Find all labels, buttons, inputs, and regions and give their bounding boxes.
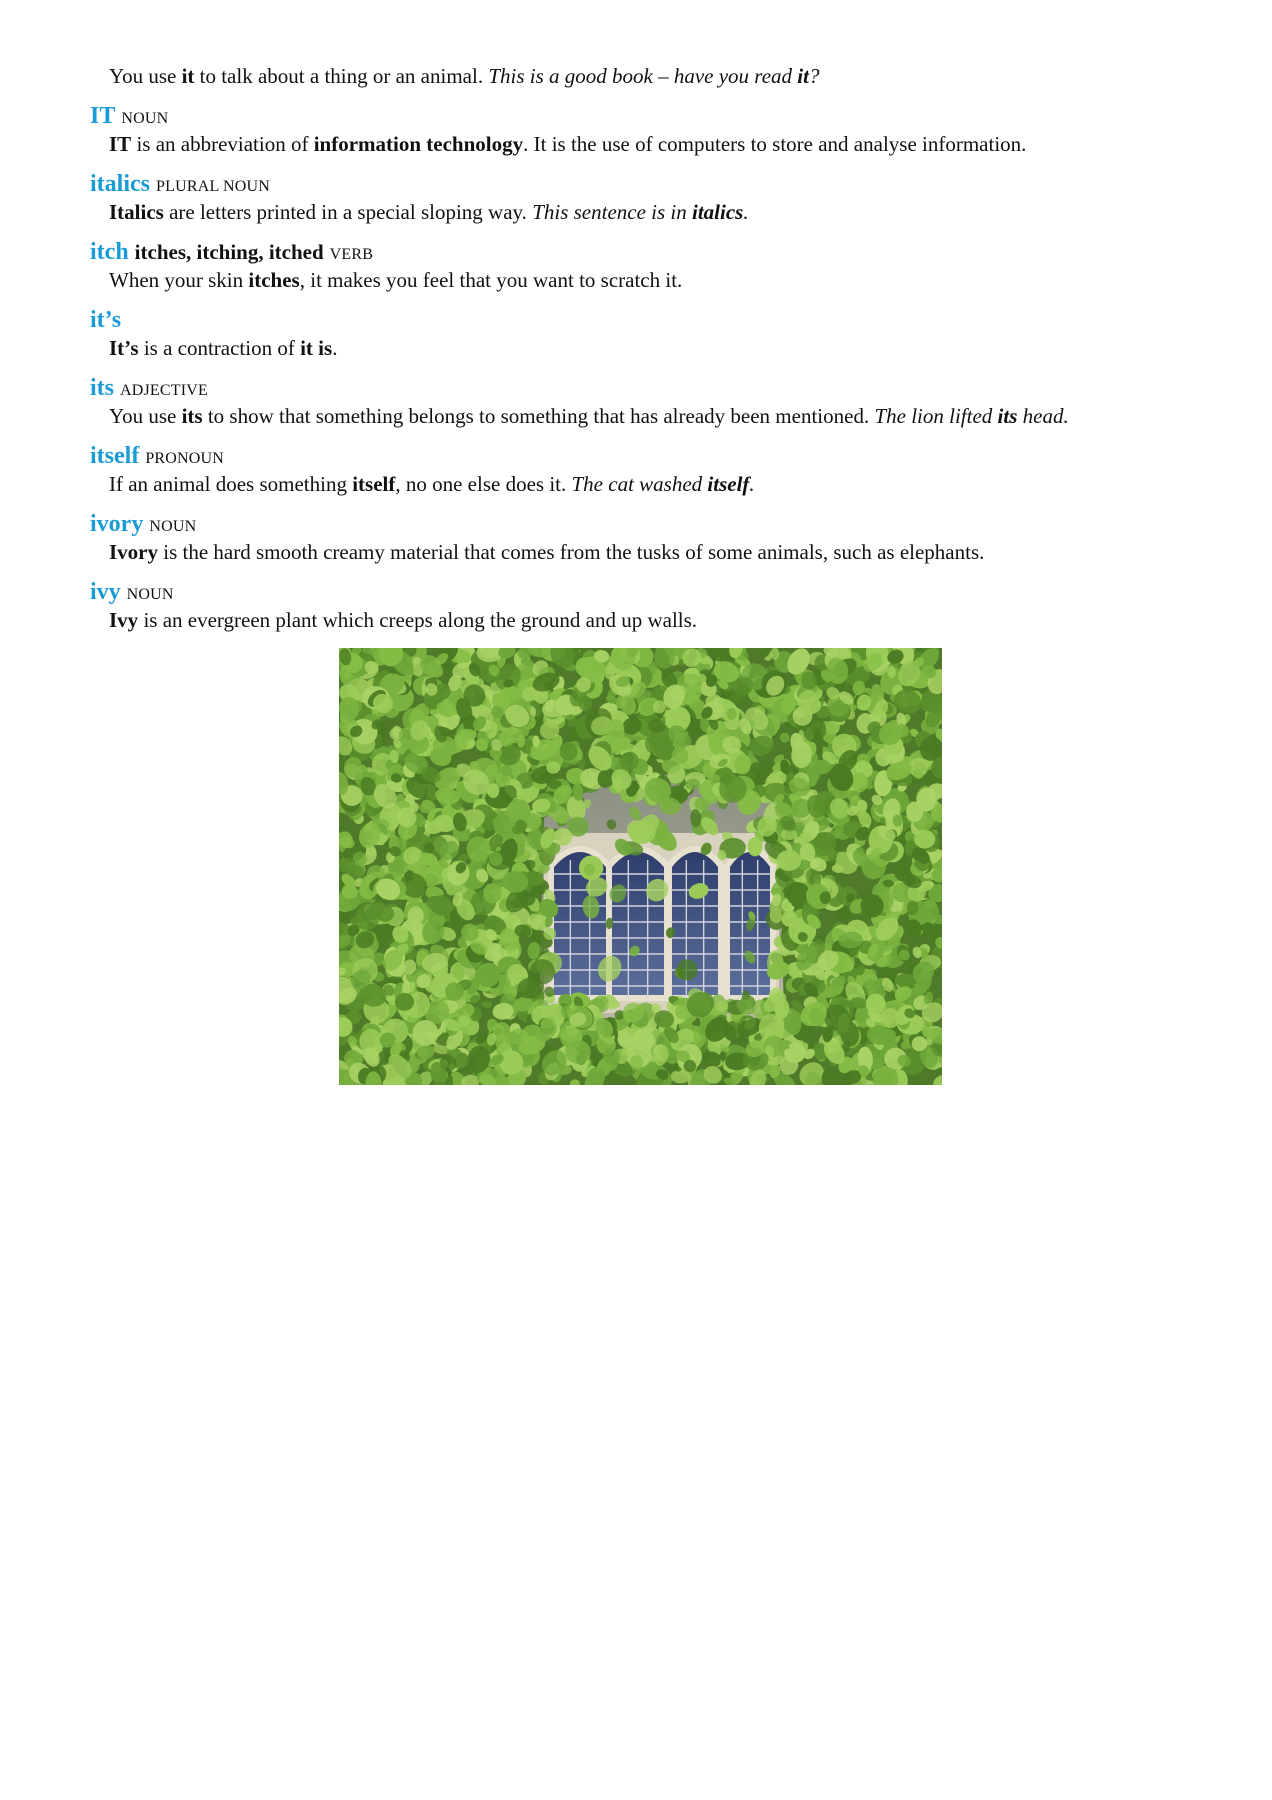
- definition: [90, 266, 1200, 294]
- example-bold: its: [997, 404, 1018, 428]
- def-text: .: [332, 336, 338, 360]
- intro-definition: [90, 62, 1200, 90]
- ivy-window-photo: [339, 648, 942, 1085]
- part-of-speech: VERB: [329, 246, 374, 263]
- def-bold: Italics: [109, 200, 164, 224]
- dictionary-page: [90, 62, 1200, 646]
- def-text: to talk about a thing or an animal.: [194, 64, 489, 88]
- example-bold: italics: [692, 200, 744, 224]
- example-bold: itself: [707, 472, 750, 496]
- part-of-speech: NOUN: [149, 518, 197, 535]
- example-text: This is a good book – have you read: [488, 64, 798, 88]
- entry-italics: [90, 170, 1200, 226]
- headword: it’s: [90, 307, 122, 333]
- def-text: is a contraction of: [138, 336, 301, 360]
- part-of-speech: NOUN: [126, 586, 174, 603]
- def-text: If an animal does something: [109, 472, 353, 496]
- headword: ivory: [90, 511, 144, 537]
- def-bold: It’s: [109, 336, 139, 360]
- headword: italics: [90, 171, 150, 197]
- def-text: . It is the use of computers to store and analyse information.: [523, 132, 1027, 156]
- def-text: You use: [109, 404, 182, 428]
- entry-ivory: [90, 510, 1200, 566]
- entry-its: [90, 374, 1200, 430]
- def-text: is an abbreviation of: [131, 132, 314, 156]
- def-bold: information technology: [313, 132, 524, 156]
- ivy-window-illustration: [339, 648, 942, 1085]
- def-bold: it: [181, 64, 195, 88]
- def-bold: it is: [300, 336, 333, 360]
- headword: itch: [90, 239, 129, 265]
- def-text: When your skin: [109, 268, 249, 292]
- example-text: This sentence is in: [532, 200, 693, 224]
- example-text: The cat washed: [571, 472, 708, 496]
- example-text: head.: [1017, 404, 1069, 428]
- definition: [90, 334, 1200, 362]
- def-bold: IT: [109, 132, 132, 156]
- example-text: .: [749, 472, 755, 496]
- part-of-speech: PRONOUN: [145, 450, 225, 467]
- example-text: ?: [808, 64, 820, 88]
- def-text: is the hard smooth creamy material that comes from the tusks of some animals, such as elephants.: [158, 540, 985, 564]
- entry-ivy: [90, 578, 1200, 634]
- inflected-forms: itches, itching, itched: [134, 240, 324, 264]
- part-of-speech: NOUN: [121, 110, 169, 127]
- definition: [90, 130, 1200, 158]
- def-bold: itself: [352, 472, 396, 496]
- def-text: are letters printed in a special sloping way.: [163, 200, 533, 224]
- def-bold: Ivy: [109, 608, 139, 632]
- def-text: to show that something belongs to something that has already been mentioned.: [202, 404, 875, 428]
- part-of-speech: ADJECTIVE: [120, 382, 209, 399]
- def-text: , it makes you feel that you want to scratch it.: [299, 268, 683, 292]
- def-bold: Ivory: [109, 540, 158, 564]
- headword: its: [90, 375, 114, 401]
- def-text: You use: [109, 64, 182, 88]
- headword: itself: [90, 443, 140, 469]
- def-bold: its: [181, 404, 203, 428]
- example-text: .: [743, 200, 749, 224]
- headword: IT: [90, 103, 116, 129]
- example-text: The lion lifted: [874, 404, 998, 428]
- def-text: , no one else does it.: [395, 472, 572, 496]
- definition: [90, 198, 1200, 226]
- part-of-speech: PLURAL NOUN: [156, 178, 271, 195]
- entry-IT: [90, 102, 1200, 158]
- headword: ivy: [90, 579, 121, 605]
- def-text: is an evergreen plant which creeps along the ground and up walls.: [138, 608, 698, 632]
- definition: [90, 606, 1200, 634]
- example-bold: it: [797, 64, 809, 88]
- definition: [90, 470, 1200, 498]
- def-bold: itches: [248, 268, 300, 292]
- entry-itch: [90, 238, 1200, 294]
- definition: [90, 402, 1200, 430]
- entry-its-contraction: [90, 306, 1200, 362]
- definition: [90, 538, 1200, 566]
- entry-itself: [90, 442, 1200, 498]
